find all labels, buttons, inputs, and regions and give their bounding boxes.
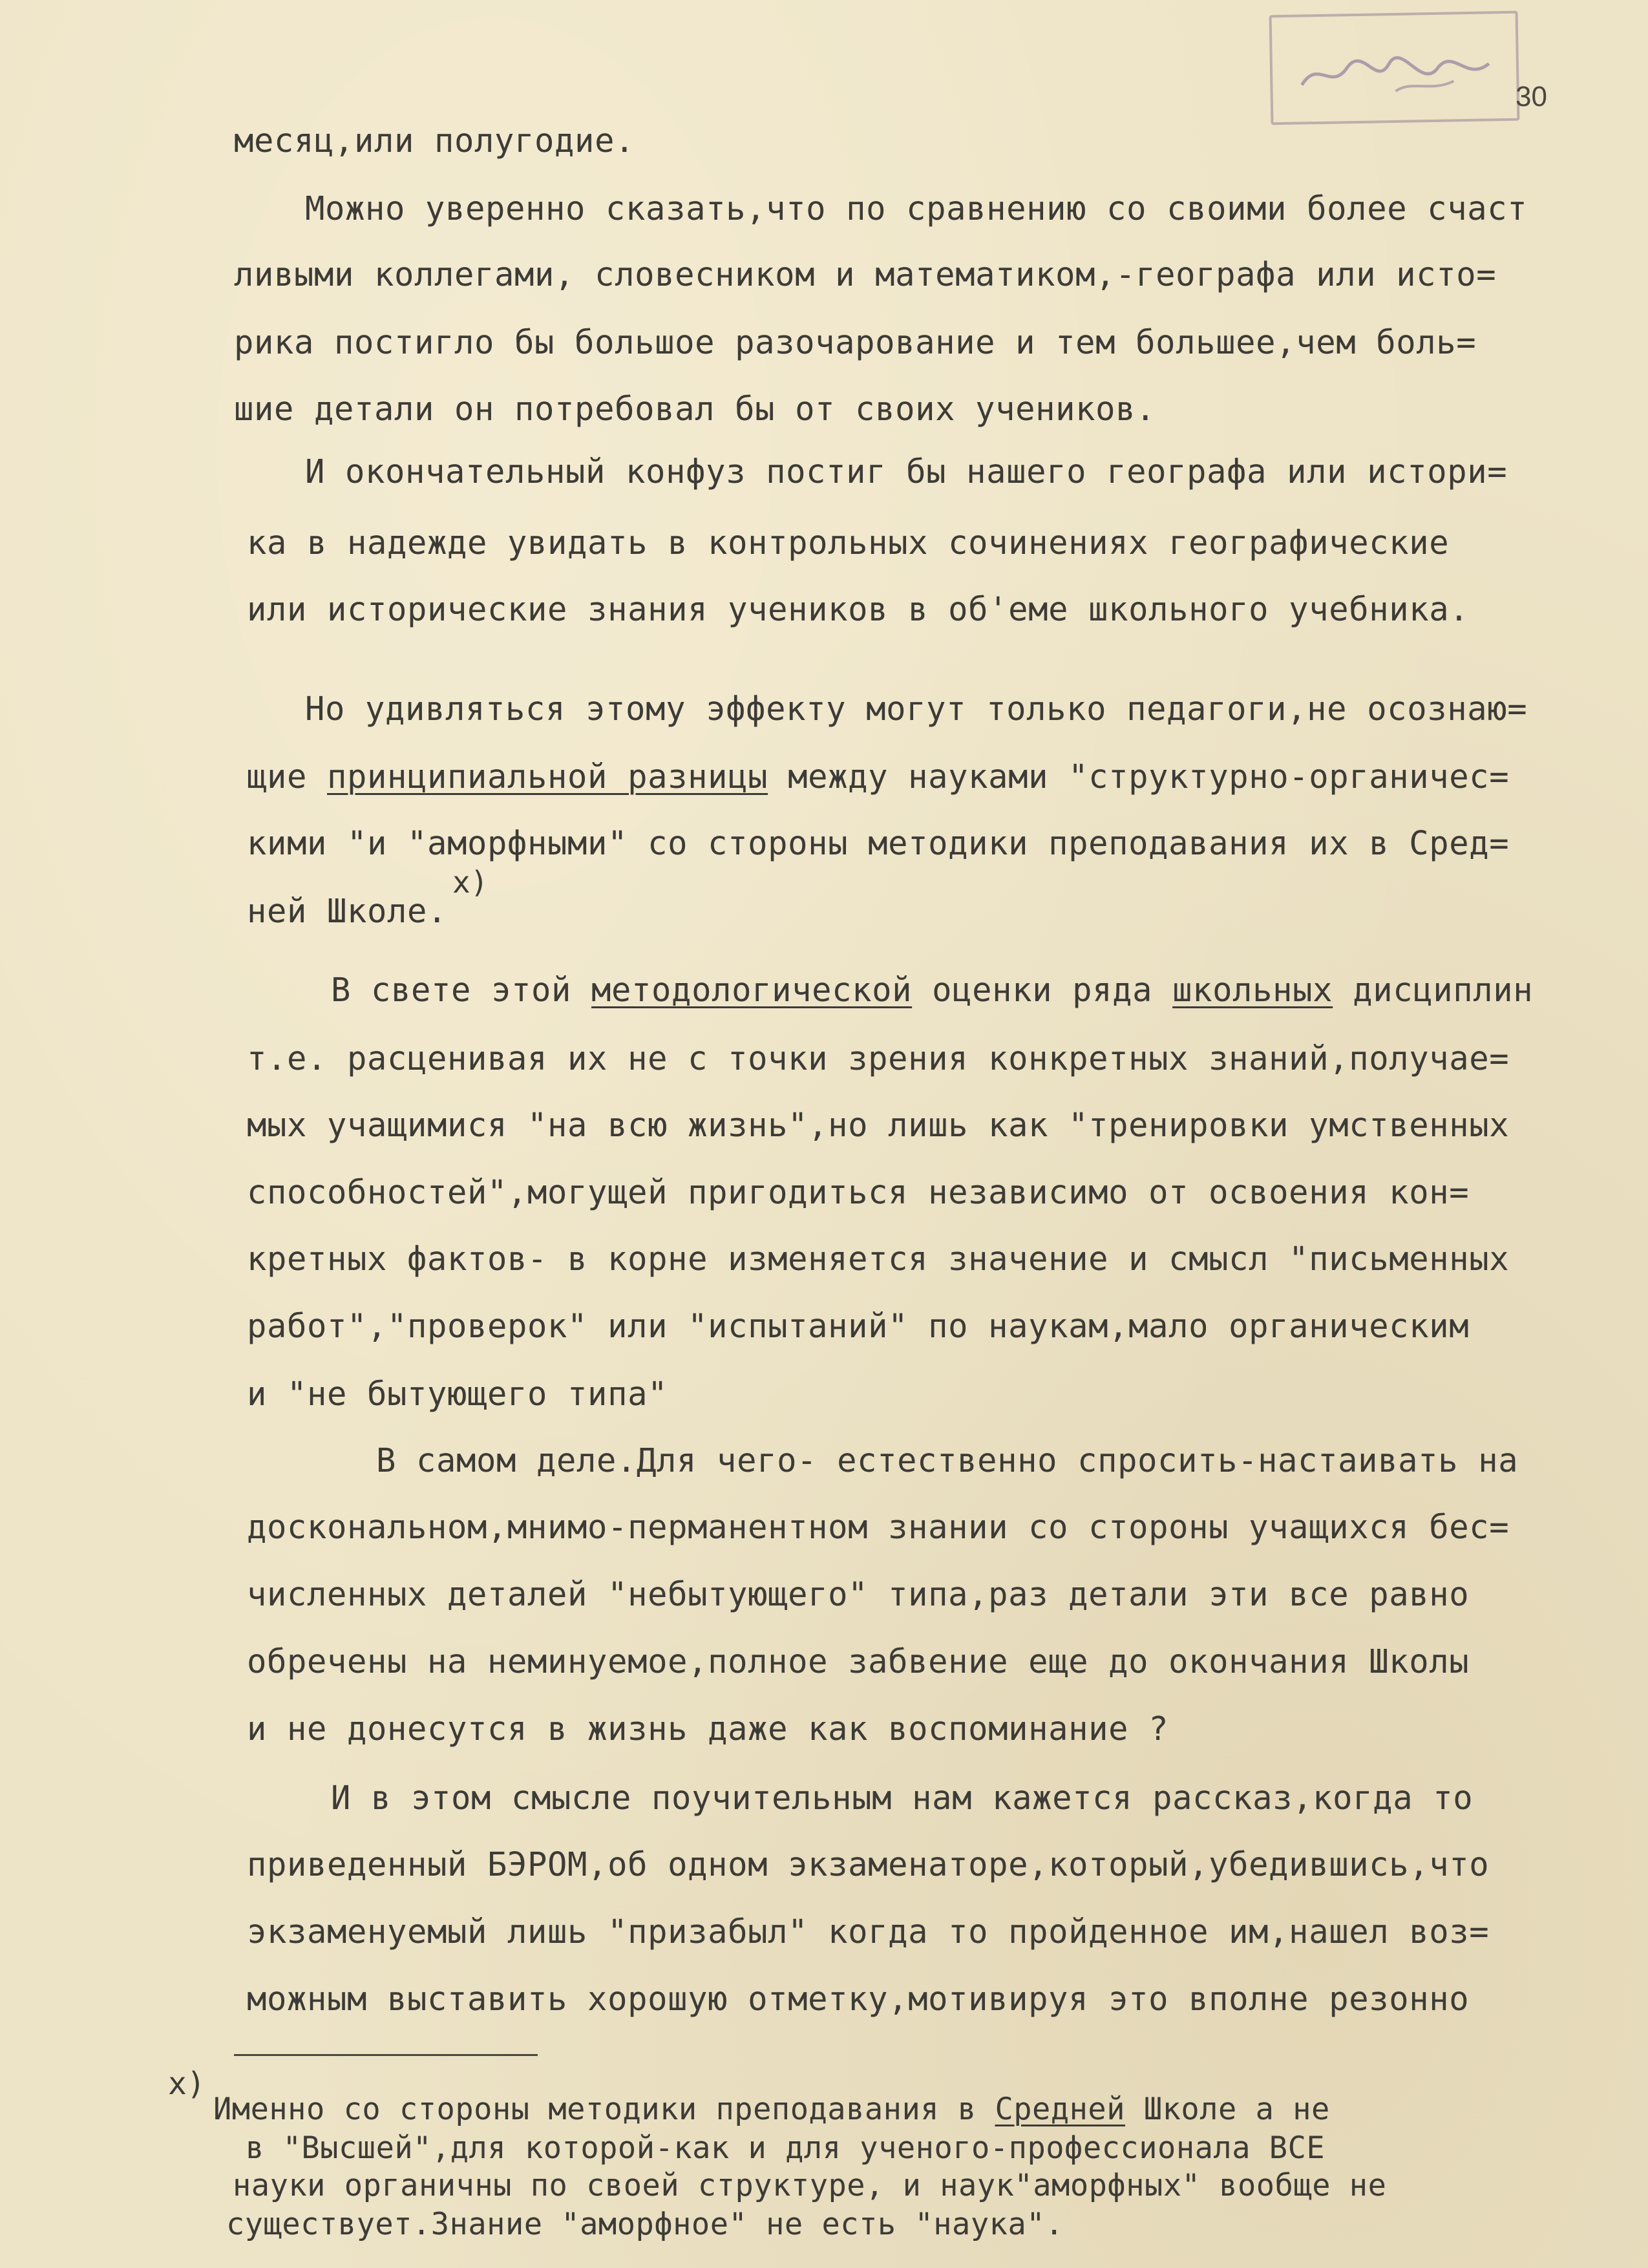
text-line: и не донесутся в жизнь даже как воспоминание ?	[247, 1710, 1169, 1748]
text-line: рика постигло бы большое разочарование и тем большее,чем боль=	[234, 323, 1477, 361]
underlined-phrase: принципиальной разницы	[327, 758, 768, 796]
text-line: и "не бытующего типа"	[247, 1375, 668, 1413]
text-line: т.е. расценивая их не с точки зрения конкретных знаний,получае=	[247, 1039, 1510, 1077]
underlined-phrase: школьных	[1172, 971, 1333, 1009]
signature-scribble	[1298, 49, 1493, 98]
footnote-reference-mark: x)	[452, 865, 489, 900]
text-line: приведенный БЭРОМ,об одном экзаменаторе,который,убедившись,что	[247, 1845, 1490, 1883]
text-line: И в этом смысле поучительным нам кажется рассказ,когда то	[331, 1779, 1474, 1817]
text-line: или исторические знания учеников в об'еме школьного учебника.	[247, 590, 1470, 628]
text-line: можным выставить хорошую отметку,мотивируя это вполне резонно	[247, 1980, 1470, 2018]
footnote-line: в "Высшей",для которой-как и для ученого-профессионала ВСЕ	[246, 2130, 1326, 2166]
text-line: ливыми коллегами, словесником и математиком,-географа или исто=	[234, 255, 1497, 293]
text-line: ней Школе.	[247, 892, 448, 930]
footnote-line: существует.Знание "аморфное" не есть "наука".	[226, 2207, 1064, 2242]
text-line: доскональном,мнимо-перманентном знании со стороны учащихся бес=	[247, 1508, 1510, 1546]
text-fragment: дисциплин	[1333, 971, 1534, 1009]
text-line: мых учащимися "на всю жизнь",но лишь как "тренировки умственных	[247, 1106, 1510, 1144]
text-line: шие детали он потребовал бы от своих учеников.	[234, 390, 1156, 428]
text-fragment: Школе а не	[1125, 2092, 1330, 2127]
text-fragment: между науками "структурно-органичес=	[768, 758, 1510, 796]
underlined-phrase: методологической	[591, 971, 913, 1009]
text-fragment: Именно со стороны методики преподавания в	[213, 2092, 995, 2127]
text-line: численных деталей "небытующего" типа,раз детали эти все равно	[247, 1575, 1470, 1613]
footnote-line	[213, 2094, 1330, 2125]
text-line: экзаменуемый лишь "призабыл" когда то пройденное им,нашел воз=	[247, 1913, 1490, 1951]
text-line	[331, 971, 1534, 1009]
page-number: 30	[1516, 81, 1547, 112]
text-line: месяц,или полугодие.	[234, 122, 635, 160]
underlined-phrase: Средней	[995, 2092, 1126, 2127]
text-line: И окончательный конфуз постиг бы нашего географа или истори=	[305, 452, 1508, 491]
archive-stamp	[1269, 11, 1520, 125]
text-line: работ","проверок" или "испытаний" по наукам,мало органическим	[247, 1307, 1470, 1345]
text-line	[247, 758, 1510, 796]
text-line: Но удивляться этому эффекту могут только педагоги,не осознаю=	[305, 690, 1528, 728]
footnote-line: науки органичны по своей структуре, и наук"аморфных" вообще не	[233, 2168, 1387, 2203]
text-line: кретных фактов- в корне изменяется значение и смысл "письменных	[247, 1240, 1510, 1278]
text-line: обречены на неминуемое,полное забвение еще до окончания Школы	[247, 1642, 1470, 1680]
text-line: В самом деле.Для чего- естественно спросить-настаивать на	[376, 1441, 1519, 1479]
footnote-marker: x)	[168, 2066, 206, 2102]
text-fragment: щие	[247, 758, 328, 796]
text-line: кими "и "аморфными" со стороны методики преподавания их в Сред=	[247, 824, 1510, 862]
text-fragment: оценки ряда	[912, 971, 1173, 1009]
text-line: Можно уверенно сказать,что по сравнению со своими более счаст	[305, 189, 1528, 228]
text-fragment: В свете этой	[331, 971, 592, 1009]
text-line: способностей",могущей пригодиться независимо от освоения кон=	[247, 1173, 1470, 1211]
footnote-separator	[234, 2054, 538, 2056]
text-line: ка в надежде увидать в контрольных сочинениях географические	[247, 524, 1450, 562]
